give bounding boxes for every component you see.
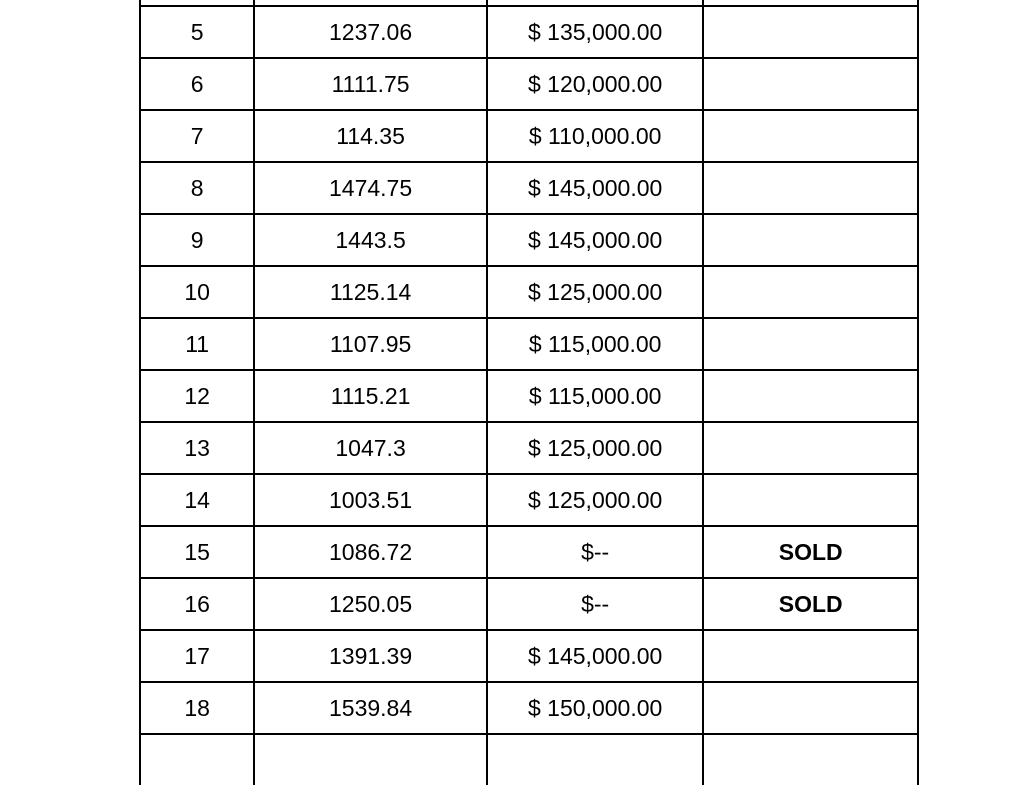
- lot-size-cell: 1107.95: [254, 318, 487, 370]
- lot-status-cell: [703, 6, 918, 58]
- lot-price-cell: $ 115,000.00: [487, 370, 704, 422]
- lot-price-cell: $--: [487, 526, 704, 578]
- lot-size-cell: [254, 734, 487, 785]
- lot-size-cell: 1443.5: [254, 214, 487, 266]
- lot-number-cell: 17: [140, 630, 254, 682]
- lot-status-cell: [703, 318, 918, 370]
- lot-price-cell: $ 145,000.00: [487, 162, 704, 214]
- lot-size-cell: 1003.51: [254, 474, 487, 526]
- lot-number-cell: 5: [140, 6, 254, 58]
- lot-status-cell: [703, 214, 918, 266]
- lot-size-cell: 1086.72: [254, 526, 487, 578]
- lot-size-cell: 1539.84: [254, 682, 487, 734]
- lot-size-cell: 1474.75: [254, 162, 487, 214]
- lot-status-cell: [703, 474, 918, 526]
- lot-number-cell: 10: [140, 266, 254, 318]
- lot-price-cell: $ 115,000.00: [487, 318, 704, 370]
- table-row: [140, 630, 918, 682]
- lot-number-cell: 15: [140, 526, 254, 578]
- lot-number-cell: [140, 734, 254, 785]
- lots-table: [139, 0, 919, 785]
- lot-number-cell: 16: [140, 578, 254, 630]
- table-row: [140, 474, 918, 526]
- lot-price-cell: $ 125,000.00: [487, 422, 704, 474]
- lot-size-cell: 1250.05: [254, 578, 487, 630]
- lot-number-cell: 14: [140, 474, 254, 526]
- lot-price-cell: [487, 734, 704, 785]
- lot-size-cell: 114.35: [254, 110, 487, 162]
- table-row: [140, 318, 918, 370]
- lot-number-cell: 11: [140, 318, 254, 370]
- table-row: [140, 162, 918, 214]
- lot-status-cell: [703, 162, 918, 214]
- lot-price-cell: $ 110,000.00: [487, 110, 704, 162]
- lot-number-cell: 9: [140, 214, 254, 266]
- table-row: [140, 6, 918, 58]
- lot-size-cell: 1391.39: [254, 630, 487, 682]
- lot-price-cell: $ 145,000.00: [487, 630, 704, 682]
- lot-number-cell: 8: [140, 162, 254, 214]
- lot-price-cell: $ 135,000.00: [487, 6, 704, 58]
- lot-price-cell: $ 120,000.00: [487, 58, 704, 110]
- table-row: [140, 110, 918, 162]
- lot-number-cell: 6: [140, 58, 254, 110]
- lot-status-cell: [703, 630, 918, 682]
- lot-status-cell: [703, 266, 918, 318]
- table-row: [140, 422, 918, 474]
- lot-size-cell: 1111.75: [254, 58, 487, 110]
- lot-status-cell: [703, 422, 918, 474]
- lot-status-cell: [703, 734, 918, 785]
- lot-price-cell: $ 150,000.00: [487, 682, 704, 734]
- lot-size-cell: 1125.14: [254, 266, 487, 318]
- table-row: [140, 526, 918, 578]
- table-row: [140, 578, 918, 630]
- lot-status-cell: [703, 58, 918, 110]
- sold-status-cell: SOLD: [703, 526, 918, 578]
- lot-number-cell: 7: [140, 110, 254, 162]
- table-row: [140, 734, 918, 785]
- table-row: [140, 58, 918, 110]
- lot-price-cell: $--: [487, 578, 704, 630]
- lot-number-cell: 12: [140, 370, 254, 422]
- lot-size-cell: 1047.3: [254, 422, 487, 474]
- sold-status-cell: SOLD: [703, 578, 918, 630]
- lot-number-cell: 18: [140, 682, 254, 734]
- lot-price-cell: $ 145,000.00: [487, 214, 704, 266]
- table-row: [140, 214, 918, 266]
- lot-size-cell: 1237.06: [254, 6, 487, 58]
- lot-status-cell: [703, 110, 918, 162]
- lot-price-cell: $ 125,000.00: [487, 474, 704, 526]
- lot-price-cell: $ 125,000.00: [487, 266, 704, 318]
- lot-number-cell: 13: [140, 422, 254, 474]
- table-row: [140, 682, 918, 734]
- table-row: [140, 266, 918, 318]
- lot-status-cell: [703, 682, 918, 734]
- lot-size-cell: 1115.21: [254, 370, 487, 422]
- table-row: [140, 370, 918, 422]
- lot-status-cell: [703, 370, 918, 422]
